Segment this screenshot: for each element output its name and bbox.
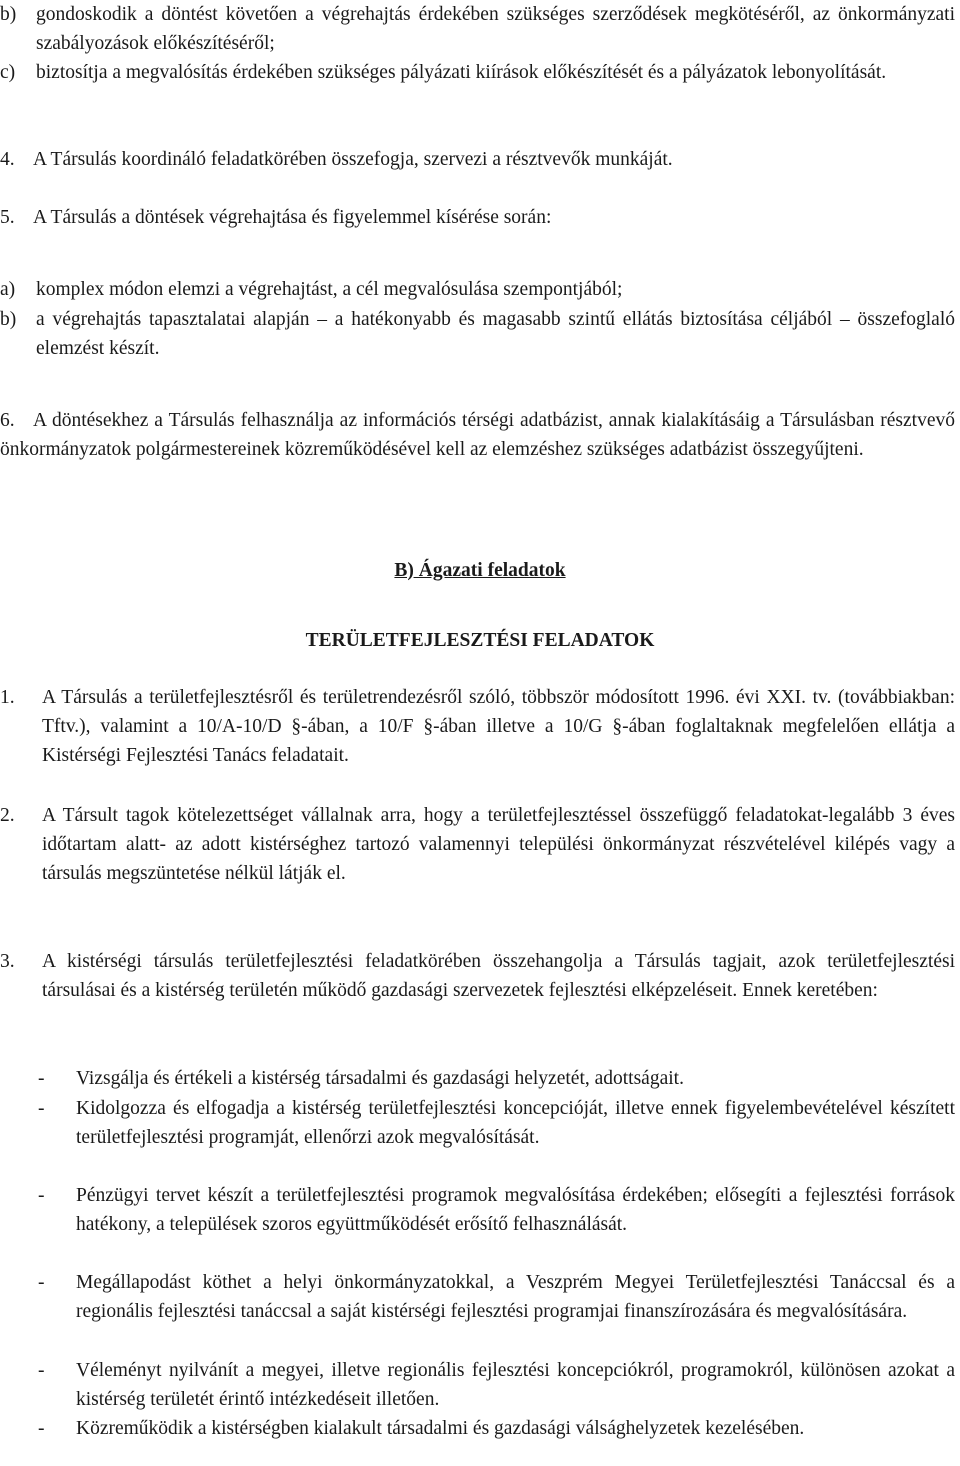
list-item-b [0,0,955,58]
list-label: b) [0,309,17,330]
paragraph-6 [0,406,955,464]
dash-marker: - [38,1068,45,1089]
dash-marker: - [38,1360,45,1381]
list-item-a [0,275,955,304]
dash-text: Vizsgálja és értékeli a kistérség társadalmi és gazdasági helyzetét, adottságait. [76,1068,684,1089]
paragraph-text: A Társulás a döntések végrehajtása és figyelemmel kísérése során: [33,207,552,228]
list-item-c [0,58,955,87]
list-text: a végrehajtás tapasztalatai alapján – a hatékonyabb és magasabb szintű ellátás biztosítása céljából – összefoglaló elemzést készít. [36,309,955,359]
list-item-b2 [0,305,955,363]
paragraph-text: A döntésekhez a Társulás felhasználja az információs térségi adatbázist, annak kialakításáig a Társulásban résztvevő önkormányzatok polgármestereinek közreműködésével kell az elemzéshez szükséges adatbázist összegyűjteni. [0,410,955,460]
list-text: gondoskodik a döntést követően a végrehajtás érdekében szükséges szerződések megkötéséről, az önkormányzati szabályozások előkészítéséről; [36,4,955,54]
item-text: A kistérségi társulás területfejlesztési feladatkörében összehangolja a Társulás tagjait, azok területfejlesztési társulásai és a kistérség területén működő gazdasági szervezetek fejlesztési elképzeléseit. Ennek keretében: [42,951,955,1001]
numbered-item-1 [0,683,955,770]
paragraph-4 [0,145,955,174]
dash-item-3 [0,1181,955,1239]
paragraph-number: 6. [0,410,15,431]
list-text: komplex módon elemzi a végrehajtást, a cél megvalósulása szempontjából; [36,279,623,300]
dash-item-1 [0,1064,955,1093]
paragraph-5 [0,203,955,232]
list-label: a) [0,279,16,300]
list-label: b) [0,4,17,25]
item-text: A Társult tagok kötelezettséget vállalnak arra, hogy a területfejlesztéssel összefüggő feladatokat-legalább 3 éves időtartam alatt- az adott kistérséghez tartozó valamennyi települési önkormányzat részvételével kilépés vagy a társulás megszüntetése nélkül látják el. [42,805,955,884]
item-number: 3. [0,951,15,972]
dash-marker: - [38,1185,45,1206]
list-text: biztosítja a megvalósítás érdekében szükséges pályázati kiírások előkészítését és a pályázatok lebonyolítását. [36,62,887,83]
item-number: 2. [0,805,15,826]
dash-marker: - [38,1098,45,1119]
dash-text: Véleményt nyilvánít a megyei, illetve regionális fejlesztési koncepciókról, programokról, különösen azokat a kistérség területét érintő intézkedéseit illetően. [76,1360,955,1410]
dash-item-5 [0,1356,955,1414]
list-label: c) [0,62,16,83]
dash-item-4 [0,1268,955,1326]
subsection-heading: TERÜLETFEJLESZTÉSI FELADATOK [305,630,655,651]
dash-text: Megállapodást köthet a helyi önkormányzatokkal, a Veszprém Megyei Területfejlesztési Tanáccsal és a regionális fejlesztési tanáccsal a saját kistérségi fejlesztési programjai finanszírozására és megvalósítására. [76,1272,955,1322]
paragraph-text: A Társulás koordináló feladatkörében összefogja, szervezi a résztvevők munkáját. [33,149,673,170]
dash-item-2 [0,1094,955,1152]
dash-marker: - [38,1418,45,1439]
dash-text: Kidolgozza és elfogadja a kistérség területfejlesztési koncepcióját, illetve ennek figyelembevételével készített területfejlesztési programját, ellenőrzi azok megvalósítását. [76,1098,955,1148]
dash-item-6 [0,1414,955,1443]
paragraph-number: 5. [0,207,15,228]
item-number: 1. [0,687,15,708]
numbered-item-2 [0,801,955,888]
dash-marker: - [38,1272,45,1293]
section-heading: B) Ágazati feladatok [394,560,566,581]
dash-text: Közreműködik a kistérségben kialakult társadalmi és gazdasági válsághelyzetek kezelésében. [76,1418,805,1439]
item-text: A Társulás a területfejlesztésről és területrendezésről szóló, többször módosított 1996. évi XXI. tv. (továbbiakban: Tftv.), valamint a 10/A-10/D §-ában, a 10/F §-ában illetve a 10/G §-ában foglaltaknak megfelelően ellátja a Kistérségi Fejlesztési Tanács feladatait. [42,687,955,766]
numbered-item-3 [0,947,955,1005]
paragraph-number: 4. [0,149,15,170]
dash-text: Pénzügyi tervet készít a területfejlesztési programok megvalósítása érdekében; elősegíti a fejlesztési források hatékony, a települések szoros együttműködését erősítő felhasználását. [76,1185,955,1235]
